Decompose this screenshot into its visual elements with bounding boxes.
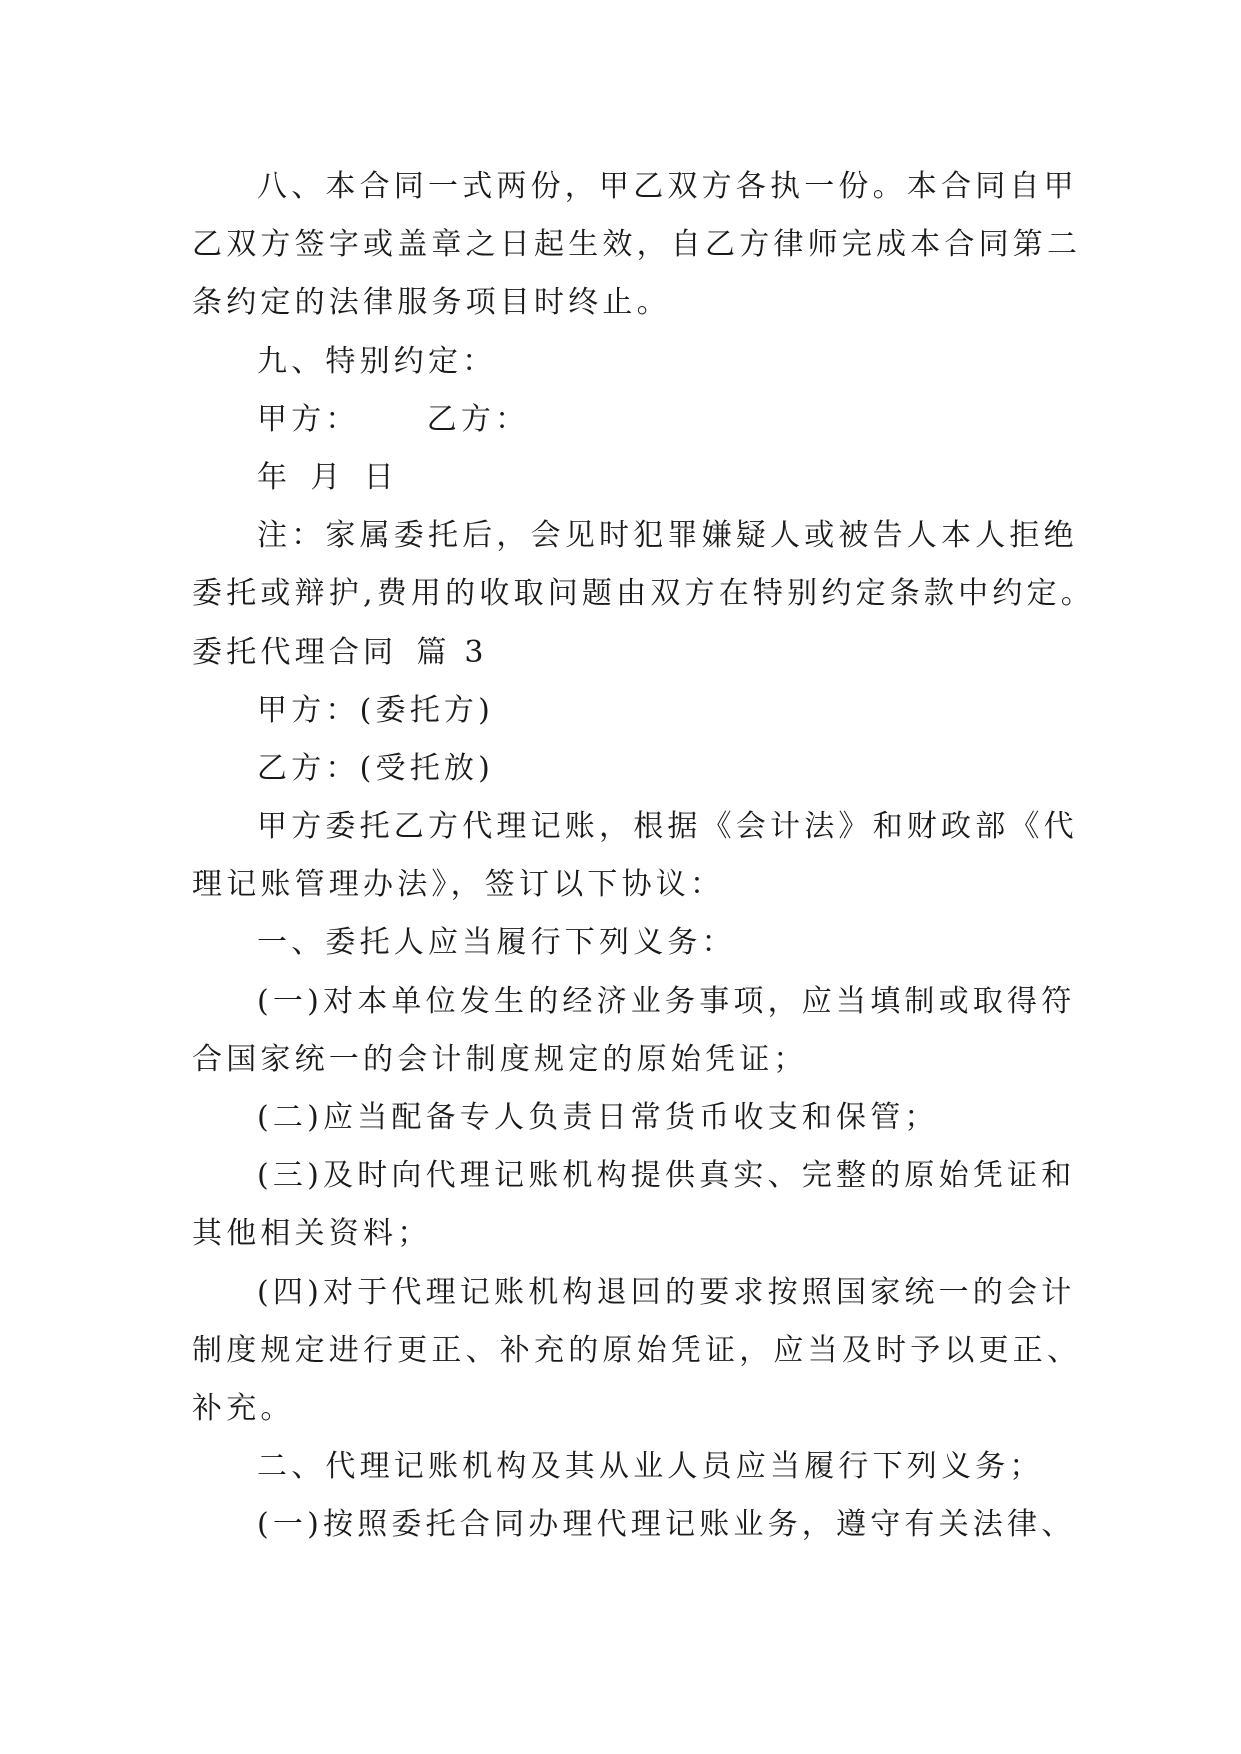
clause-1-item-3-line-1: (三)及时向代理记账机构提供真实、完整的原始凭证和 xyxy=(257,1158,1076,1194)
party-a: 甲方：(委托方) xyxy=(257,692,495,728)
note-line-1: 注：家属委托后，会见时犯罪嫌疑人或被告人本人拒绝 xyxy=(257,518,1078,554)
note-line-2: 委托或辩护,费用的收取问题由双方在特别约定条款中约定。 xyxy=(192,576,1095,612)
clause-8-line-3: 条约定的法律服务项目时终止。 xyxy=(192,285,671,321)
section-title: 委托代理合同 篇 3 xyxy=(192,634,488,670)
clause-1-heading: 一、委托人应当履行下列义务： xyxy=(257,925,736,961)
clause-8-line-2: 乙双方签字或盖章之日起生效，自乙方律师完成本合同第二 xyxy=(192,227,1082,263)
clause-1-item-4-line-3: 补充。 xyxy=(192,1390,295,1426)
clause-8-line-1: 八、本合同一式两份，甲乙双方各执一份。本合同自甲 xyxy=(257,169,1078,204)
clause-2-item-1-line-1: (一)按照委托合同办理代理记账业务，遵守有关法律、 xyxy=(257,1507,1076,1543)
clause-9-heading: 九、特别约定： xyxy=(257,343,497,379)
clause-2-heading: 二、代理记账机构及其从业人员应当履行下列义务； xyxy=(257,1449,1044,1485)
preamble-line-1: 甲方委托乙方代理记账，根据《会计法》和财政部《代 xyxy=(257,809,1078,845)
clause-1-item-2: (二)应当配备专人负责日常货币收支和保管； xyxy=(257,1100,939,1135)
signature-date: 年 月 日 xyxy=(257,459,398,495)
clause-1-item-1-line-2: 合国家统一的会计制度规定的原始凭证； xyxy=(192,1041,808,1077)
signature-parties: 甲方： 乙方： xyxy=(257,401,530,437)
clause-1-item-1-line-1: (一)对本单位发生的经济业务事项，应当填制或取得符 xyxy=(257,983,1076,1019)
clause-1-item-4-line-2: 制度规定进行更正、补充的原始凭证，应当及时予以更正、 xyxy=(192,1332,1082,1368)
clause-1-item-4-line-1: (四)对于代理记账机构退回的要求按照国家统一的会计 xyxy=(257,1274,1076,1310)
party-b: 乙方：(受托放) xyxy=(257,750,495,786)
preamble-line-2: 理记账管理办法》，签订以下协议： xyxy=(192,867,725,903)
clause-1-item-3-line-2: 其他相关资料； xyxy=(192,1216,432,1252)
document-body xyxy=(192,158,1095,1555)
